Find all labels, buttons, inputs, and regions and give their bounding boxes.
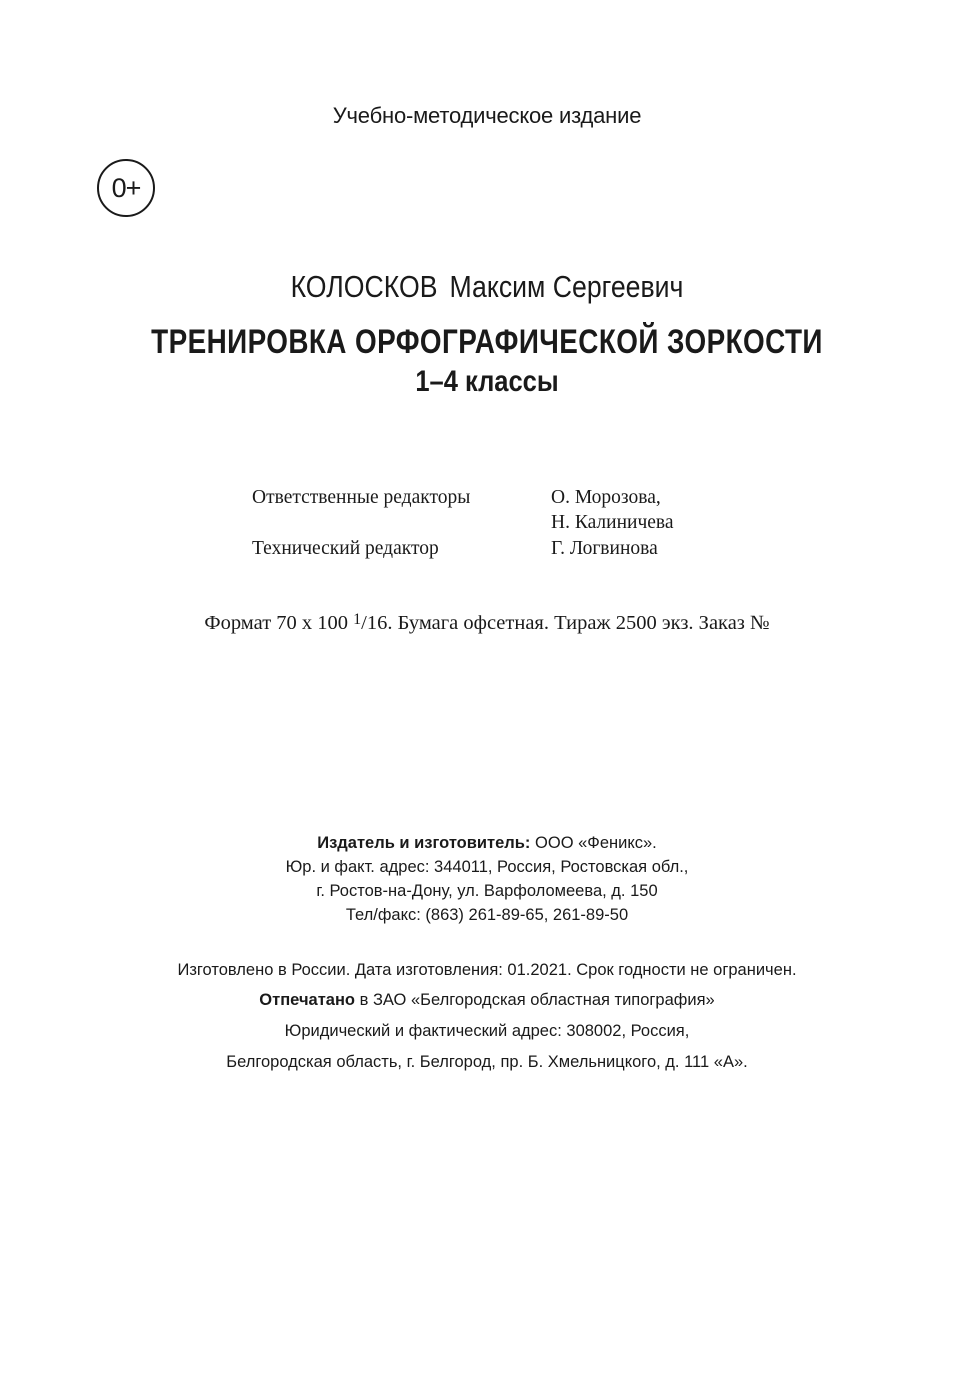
publisher-name: ООО «Феникс».: [530, 834, 657, 852]
author-surname: КОЛОСКОВ: [290, 269, 438, 304]
book-title: ТРЕНИРОВКА ОРФОГРАФИЧЕСКОЙ ЗОРКОСТИ: [151, 323, 823, 361]
author-line: [68, 269, 906, 305]
manufacture-line: Изготовлено в России. Дата изготовления: 01.2021. Срок годности не ограничен.: [177, 961, 797, 979]
age-rating-badge: 0+: [97, 159, 155, 217]
responsible-editor-2: Н. Калиничева: [551, 512, 674, 533]
responsible-editors-label: Ответственные редакторы: [252, 487, 471, 508]
edition-type: Учебно-методическое издание: [332, 103, 642, 128]
responsible-editor-1: О. Морозова,: [551, 487, 661, 508]
format-line: [0, 612, 974, 635]
technical-editor: Г. Логвинова: [551, 538, 658, 559]
format-suffix: /16. Бумага офсетная. Тираж 2500 экз. Заказ №: [361, 612, 770, 634]
format-fraction-numerator: 1: [353, 611, 362, 628]
printer-name: в ЗАО «Белгородская областная типография»: [355, 991, 715, 1009]
technical-editor-label: Технический редактор: [252, 538, 439, 559]
printed-label: Отпечатано: [259, 991, 356, 1009]
publisher-address-2: г. Ростов-на-Дону, ул. Варфоломеева, д. 150: [316, 882, 658, 900]
book-grades: 1–4 классы: [415, 365, 559, 398]
author-given-names: Максим Сергеевич: [449, 269, 684, 304]
printer-address-1: Юридический и фактический адрес: 308002, Россия,: [284, 1022, 690, 1040]
printer-address-2: Белгородская область, г. Белгород, пр. Б. Хмельницкого, д. 111 «А».: [226, 1053, 748, 1071]
publisher-line: [0, 834, 974, 853]
format-prefix: Формат 70 х 100: [204, 612, 354, 634]
publisher-label: Издатель и изготовитель:: [317, 834, 531, 852]
publisher-phone: Тел/факс: (863) 261-89-65, 261-89-50: [345, 906, 629, 924]
printer-line: [0, 991, 974, 1010]
publisher-address-1: Юр. и факт. адрес: 344011, Россия, Ростовская обл.,: [285, 858, 689, 876]
